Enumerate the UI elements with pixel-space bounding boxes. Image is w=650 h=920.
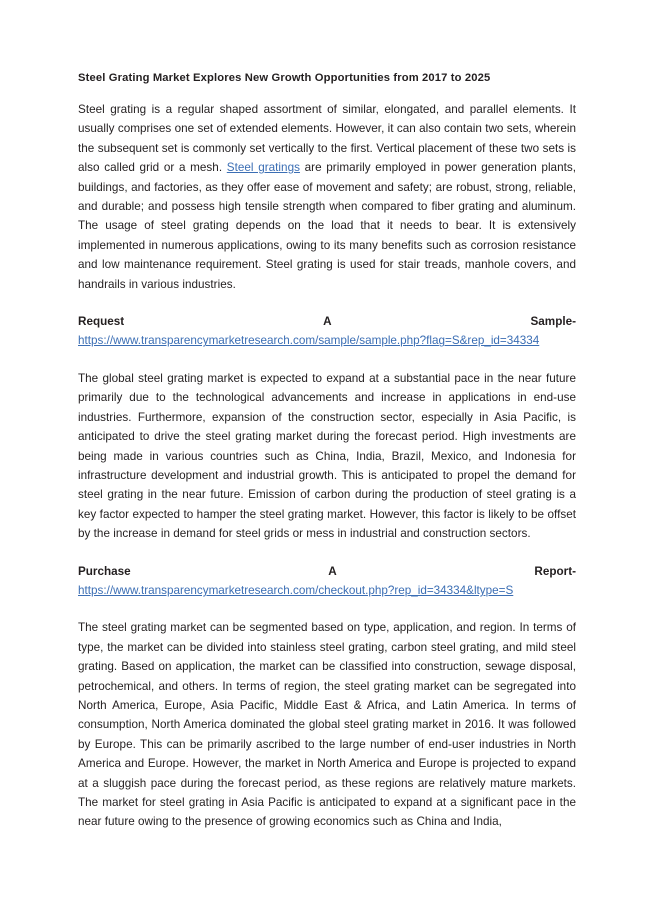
request-sample-heading bbox=[78, 312, 576, 331]
page-title: Steel Grating Market Explores New Growth Opportunities from 2017 to 2025 bbox=[78, 72, 491, 84]
steel-gratings-link[interactable]: Steel gratings bbox=[226, 161, 300, 175]
request-sample-url-wrap bbox=[78, 331, 576, 350]
request-sample-link[interactable]: https://www.transparencymarketresearch.com/sample/sample.php?flag=S&rep_id=34334 bbox=[78, 334, 540, 348]
purchase-label: Purchase bbox=[78, 564, 131, 578]
purchase-report-block bbox=[78, 562, 576, 601]
purchase-report-link[interactable]: https://www.transparencymarketresearch.com/checkout.php?rep_id=34334&ltype=S bbox=[78, 583, 514, 597]
paragraph-segmentation: The steel grating market can be segmented based on type, application, and region. In terms of type, the market can be divided into stainless steel grating, carbon steel grating, and mild steel grating. Based on application, the market can be classified into construction, sewage disposal, petrochemical, and others. In terms of region, the steel grating market can be segregated into North America, Europe, Asia Pacific, Middle East & Africa, and Latin America. In terms of consumption, North America dominated the global steel grating market in 2016. It was followed by Europe. This can be primarily ascribed to the large number of end-user industries in North America and Europe. However, the market in North America and Europe is projected to expand at a sluggish pace during the forecast period, as these regions are relatively mature markets. The market for steel grating in Asia Pacific is anticipated to expand at a significant pace in the near future owing to the presence of growing economics such as China and India, bbox=[78, 621, 576, 829]
report-label: Report- bbox=[534, 564, 576, 578]
purchase-report-url-wrap bbox=[78, 581, 576, 600]
document-body bbox=[78, 70, 576, 832]
purchase-report-heading bbox=[78, 562, 576, 581]
request-label: Request bbox=[78, 315, 125, 329]
request-article-label: A bbox=[323, 315, 332, 329]
intro-text-after-link: are primarily employed in power generation plants, buildings, and factories, as they offer ease of movement and safety; are robust, strong, reliable, and durable; and possess high tensile strength when compared to fiber grating and aluminum. The usage of steel grating depends on the load that it needs to bear. It is extensively implemented in numerous applications, owing to its many benefits such as corrosion resistance and low maintenance requirement. Steel grating is used for stair treads, manhole covers, and handrails in various industries. bbox=[78, 161, 576, 291]
request-sample-block bbox=[78, 312, 576, 351]
paragraph-intro bbox=[78, 100, 576, 294]
sample-label: Sample- bbox=[530, 315, 576, 329]
purchase-article-label: A bbox=[328, 564, 337, 578]
paragraph-market-outlook: The global steel grating market is expected to expand at a substantial pace in the near future primarily due to the technological advancements and increase in applications in end-use industries. Furthermore, expansion of the construction sector, especially in Asia Pacific, is anticipated to drive the steel grating market during the forecast period. High investments are being made in various countries such as China, India, Brazil, Mexico, and Indonesia for infrastructure development and industrial growth. This is anticipated to propel the demand for steel grating in the near future. Emission of carbon during the production of steel grating is a key factor expected to hamper the steel grating market. However, this factor is likely to be offset by the increase in demand for steel grids or mess in industrial and construction sectors. bbox=[78, 371, 576, 541]
intro-text-before-link: Steel grating is a regular shaped assortment of similar, elongated, and parallel elements. It usually comprises one set of extended elements. However, it can also contain two sets, wherein the subsequent set is commonly set vertically to the first. Vertical placement of these two sets is also called grid or a mesh. bbox=[78, 103, 576, 175]
